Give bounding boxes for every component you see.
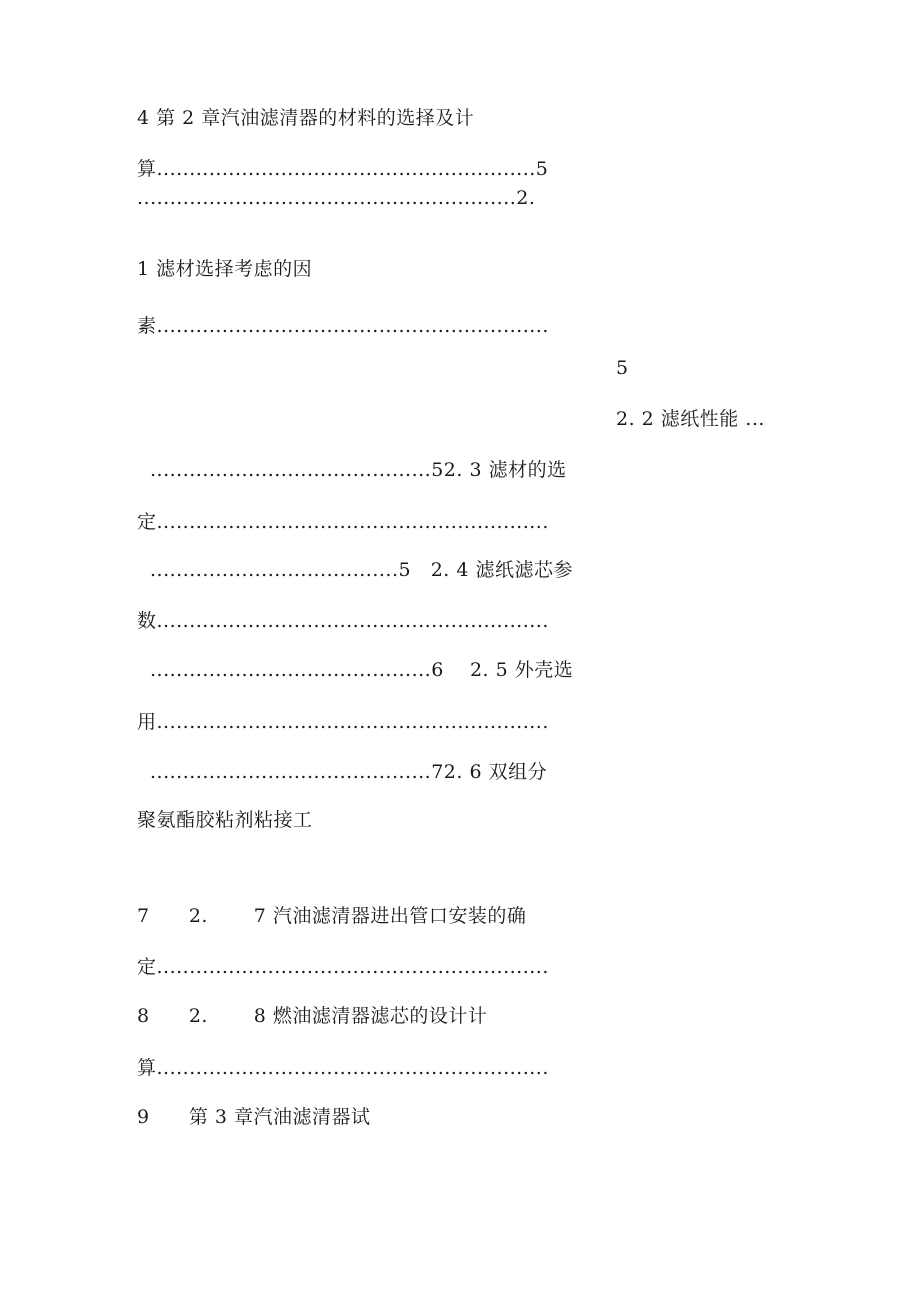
toc-line-20: 9 第 3 章汽油滤清器试 [137, 1106, 371, 1128]
toc-line-2: 算..........................................................5 [137, 158, 549, 180]
toc-line-10: ......................................5 2. 4 滤纸滤芯参 [150, 559, 574, 581]
toc-line-14: ...........................................72. 6 双组分 [150, 761, 548, 783]
toc-line-4: 1 滤材选择考虑的因 [137, 258, 313, 280]
toc-line-1: 4 第 2 章汽油滤清器的材料的选择及计 [137, 107, 475, 129]
toc-line-12: ...........................................6 2. 5 外壳选 [150, 659, 574, 681]
toc-line-6: 5 [616, 357, 629, 379]
toc-line-8: ...........................................52. 3 滤材的选 [150, 459, 567, 481]
toc-line-5: 素............................................................ [137, 315, 549, 337]
toc-line-13: 用............................................................ [137, 711, 549, 733]
toc-line-7: 2. 2 滤纸性能 ... [616, 408, 765, 430]
toc-line-15: 聚氨酯胶粘剂粘接工 [137, 809, 313, 831]
toc-line-11: 数............................................................ [137, 610, 549, 632]
toc-line-3: ..........................................................2. [137, 187, 536, 209]
toc-line-17: 定............................................................ [137, 956, 549, 978]
toc-line-18: 8 2. 8 燃油滤清器滤芯的设计计 [137, 1005, 488, 1027]
toc-line-16: 7 2. 7 汽油滤清器进出管口安装的确 [137, 905, 527, 927]
toc-line-9: 定............................................................ [137, 511, 549, 533]
toc-line-19: 算............................................................ [137, 1057, 549, 1079]
